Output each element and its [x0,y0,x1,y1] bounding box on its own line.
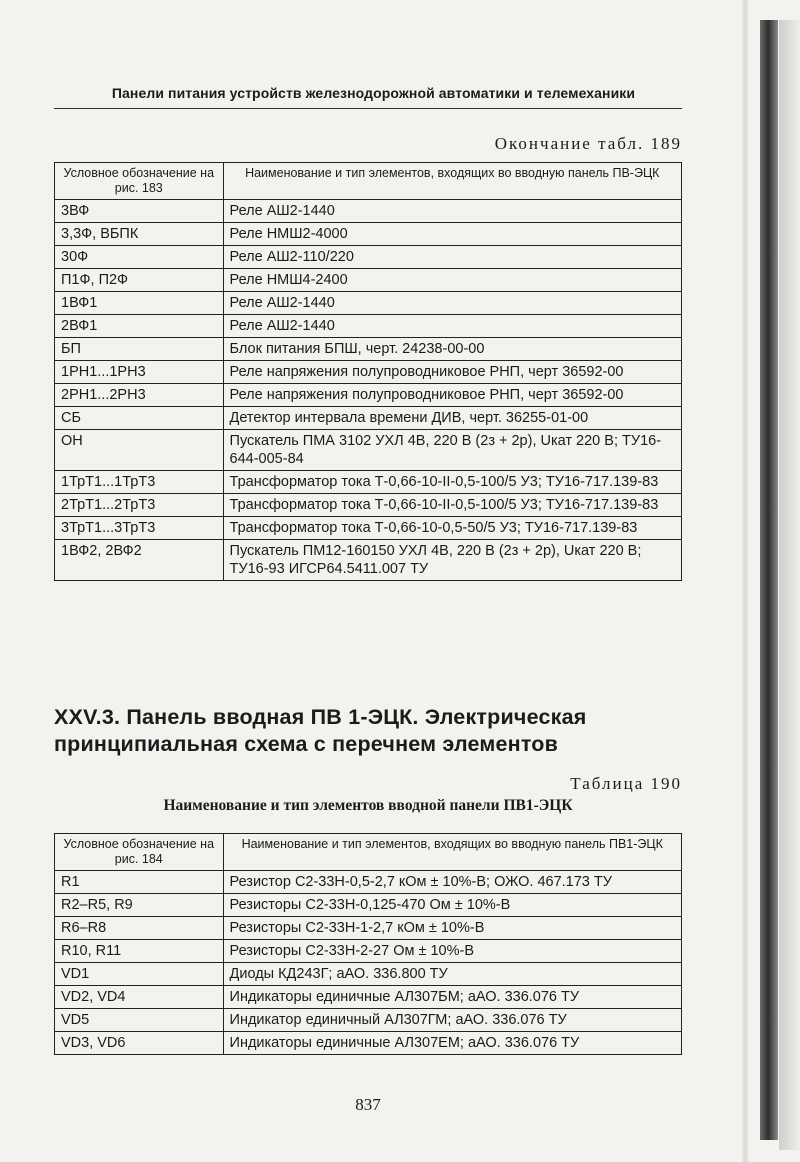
cell-name-type: Резисторы С2-33Н-0,125-470 Ом ± 10%-В [223,894,681,917]
cell-name-type: Реле АШ2-1440 [223,292,681,315]
cell-designation: 2РН1...2РН3 [55,384,224,407]
table-row [55,361,682,384]
cell-name-type: Реле напряжения полупроводниковое РНП, черт 36592-00 [223,361,681,384]
cell-name-type: Реле напряжения полупроводниковое РНП, черт 36592-00 [223,384,681,407]
table-row [55,917,682,940]
table-row [55,430,682,471]
cell-name-type: Резистор С2-33Н-0,5-2,7 кОм ± 10%-В; ОЖО. 467.173 ТУ [223,871,681,894]
running-head: Панели питания устройств железнодорожной автоматики и телемеханики [111,85,636,101]
cell-name-type: Трансформатор тока Т-0,66-10-II-0,5-100/5 У3; ТУ16-717.139-83 [223,471,681,494]
book-spine-margin [779,20,800,1150]
cell-name-type: Реле АШ2-1440 [223,315,681,338]
cell-designation: П1Ф, П2Ф [55,269,224,292]
cell-designation: 3,3Ф, ВБПК [55,223,224,246]
table-row [55,407,682,430]
cell-designation: 1ВФ2, 2ВФ2 [55,540,224,581]
cell-name-type: Резисторы С2-33Н-1-2,7 кОм ± 10%-В [223,917,681,940]
cell-designation: ОН [55,430,224,471]
cell-name-type: Реле АШ2-1440 [223,200,681,223]
table-row [55,1009,682,1032]
cell-designation: 1ВФ1 [55,292,224,315]
cell-name-type: Трансформатор тока Т-0,66-10-II-0,5-100/5 У3; ТУ16-717.139-83 [223,494,681,517]
table-row [55,894,682,917]
page-gutter-shadow [741,0,749,1162]
table-189-caption: Окончание табл. 189 [494,134,682,153]
cell-designation: 2ТрТ1...2ТрТ3 [55,494,224,517]
table-row [55,384,682,407]
table-row [55,871,682,894]
column-header-designation: Условное обозначение на рис. 183 [55,163,224,200]
cell-name-type: Резисторы С2-33Н-2-27 Ом ± 10%-В [223,940,681,963]
cell-name-type: Диоды КД243Г; аАО. 336.800 ТУ [223,963,681,986]
table-row [55,223,682,246]
cell-designation: 1ТрТ1...1ТрТ3 [55,471,224,494]
header-rule [54,108,682,109]
table-190-number: Таблица 190 [570,774,682,793]
cell-designation: 30Ф [55,246,224,269]
column-header-designation: Условное обозначение на рис. 184 [55,834,224,871]
table-190-title: Наименование и тип элементов вводной панели ПВ1-ЭЦК [163,797,573,814]
table-row [55,540,682,581]
cell-designation: БП [55,338,224,361]
cell-name-type: Реле АШ2-110/220 [223,246,681,269]
cell-designation: R6–R8 [55,917,224,940]
table-190 [54,833,682,1055]
cell-name-type: Блок питания БПШ, черт. 24238-00-00 [223,338,681,361]
cell-name-type: Трансформатор тока Т-0,66-10-0,5-50/5 У3; ТУ16-717.139-83 [223,517,681,540]
cell-name-type: Индикаторы единичные АЛ307БМ; аАО. 336.076 ТУ [223,986,681,1009]
column-header-name-type: Наименование и тип элементов, входящих во вводную панель ПВ1-ЭЦК [223,834,681,871]
cell-designation: VD1 [55,963,224,986]
section-title: XXV.3. Панель вводная ПВ 1-ЭЦК. Электрическая принципиальная схема с перечнем элементов [54,705,587,756]
table-190-body [55,871,682,1055]
table-row [55,471,682,494]
table-189 [54,162,682,581]
table-row [55,986,682,1009]
book-spine-edge [760,20,778,1140]
table-row [55,1032,682,1055]
cell-designation: 2ВФ1 [55,315,224,338]
table-row [55,292,682,315]
table-189-body [55,200,682,581]
cell-name-type: Индикаторы единичные АЛ307ЕМ; аАО. 336.076 ТУ [223,1032,681,1055]
table-row [55,940,682,963]
cell-name-type: Реле НМШ4-2400 [223,269,681,292]
cell-designation: R10, R11 [55,940,224,963]
cell-name-type: Детектор интервала времени ДИВ, черт. 36255-01-00 [223,407,681,430]
cell-name-type: Пускатель ПМА 3102 УХЛ 4В, 220 В (2з + 2р), Uкат 220 В; ТУ16-644-005-84 [223,430,681,471]
cell-designation: VD2, VD4 [55,986,224,1009]
table-row [55,269,682,292]
cell-designation: VD5 [55,1009,224,1032]
cell-designation: VD3, VD6 [55,1032,224,1055]
table-row [55,246,682,269]
table-row [55,200,682,223]
table-header-row [55,834,682,871]
cell-designation: R2–R5, R9 [55,894,224,917]
table-row [55,963,682,986]
page-number: 837 [355,1095,381,1114]
cell-name-type: Реле НМШ2-4000 [223,223,681,246]
table-row [55,517,682,540]
table-header-row [55,163,682,200]
cell-name-type: Пускатель ПМ12-160150 УХЛ 4В, 220 В (2з + 2р), Uкат 220 В; ТУ16-93 ИГСР64.5411.007 ТУ [223,540,681,581]
cell-designation: 3ВФ [55,200,224,223]
column-header-name-type: Наименование и тип элементов, входящих во вводную панель ПВ-ЭЦК [223,163,681,200]
table-row [55,315,682,338]
cell-designation: СБ [55,407,224,430]
table-row [55,338,682,361]
cell-designation: 3ТрТ1...3ТрТ3 [55,517,224,540]
cell-designation: R1 [55,871,224,894]
table-row [55,494,682,517]
cell-name-type: Индикатор единичный АЛ307ГМ; аАО. 336.076 ТУ [223,1009,681,1032]
cell-designation: 1РН1...1РН3 [55,361,224,384]
